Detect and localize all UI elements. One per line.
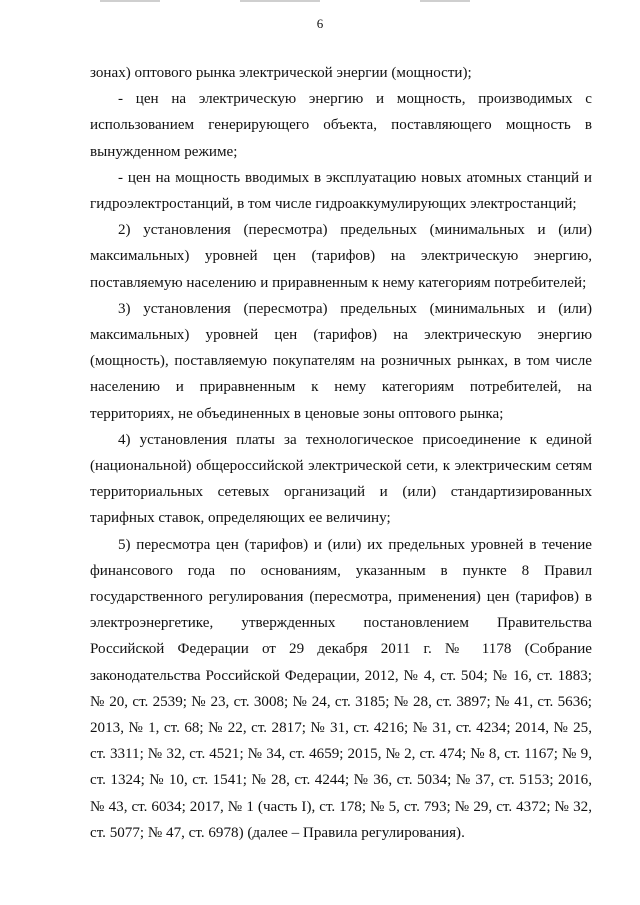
paragraph: - цен на мощность вводимых в эксплуатацию новых атомных станций и гидроэлектростанций, в том числе гидроаккумулирующих электростанций; [90, 169, 592, 213]
paragraph: - цен на электрическую энергию и мощность, производимых с использованием генерирующего объекта, поставляющего мощность в вынужденном режиме; [90, 91, 592, 160]
scan-edge-mark [100, 0, 160, 2]
paragraph: 3) установления (пересмотра) предельных (минимальных и (или) максимальных) уровней цен (тарифов) на электрическую энергию (мощность), поставляемую покупателям на розничных рынках, в том числе населению и приравненным к нему категориям потребителей, на территориях, не объединенных в ценовые зоны оптового рынка; [90, 300, 592, 422]
paragraph: 4) установления платы за технологическое присоединение к единой (национальной) общероссийской электрической сети, к электрическим сетям территориальных сетевых организаций и (или) стандартизированных тарифных ставок, определяющих ее величину; [90, 431, 592, 527]
document-body [90, 60, 592, 846]
paragraph: зонах) оптового рынка электрической энергии (мощности); [90, 65, 472, 81]
scan-edge-mark [240, 0, 320, 2]
scan-edge-mark [420, 0, 470, 2]
paragraph: 5) пересмотра цен (тарифов) и (или) их предельных уровней в течение финансового года по основаниям, указанным в пункте 8 Правил государственного регулирования (пересмотра, применения) цен (тарифов) в электроэнергетике, утвержденных постановлением Правительства Российской Федерации от 29 декабря 2011 г. № 1178 (Собрание законодательства Российской Федерации, 2012, № 4, ст. 504; № 16, ст. 1883; № 20, ст. 2539; № 23, ст. 3008; № 24, ст. 3185; № 28, ст. 3897; № 41, ст. 5636; 2013, № 1, ст. 68; № 22, ст. 2817; № 31, ст. 4216; № 31, ст. 4234; 2014, № 25, ст. 3311; № 32, ст. 4521; № 34, ст. 4659; 2015, № 2, ст. 474; № 8, ст. 1167; № 9, ст. 1324; № 10, ст. 1541; № 28, ст. 4244; № 36, ст. 5034; № 37, ст. 5153; 2016, № 43, ст. 6034; 2017, № 1 (часть I), ст. 178; № 5, ст. 793; № 29, ст. 4372; № 32, ст. 5077; № 47, ст. 6978) (далее – Правила регулирования). [90, 536, 592, 841]
paragraph: 2) установления (пересмотра) предельных (минимальных и (или) максимальных) уровней цен (тарифов) на электрическую энергию, поставляемую населению и приравненным к нему категориям потребителей; [90, 222, 592, 291]
page-number: 6 [316, 16, 324, 31]
